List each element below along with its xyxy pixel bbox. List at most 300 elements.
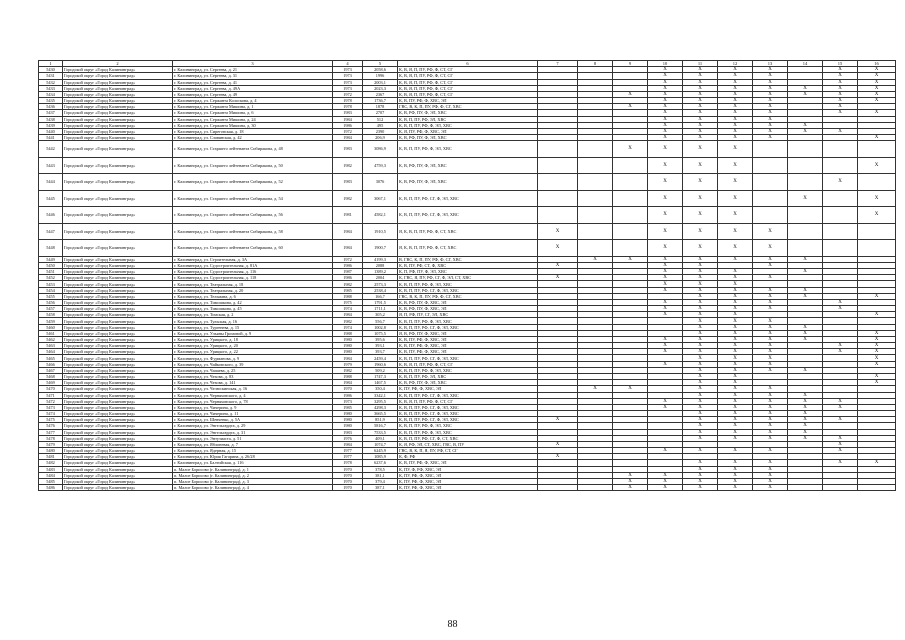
municipality-cell: Городской округ «Город Калининград» [63, 110, 173, 116]
column-number-8: 8 [578, 61, 613, 67]
work-mark-col-8 [578, 240, 613, 257]
work-mark-col-11: X [683, 275, 718, 281]
municipality-cell: Городской округ «Город Калининград» [63, 411, 173, 417]
year-cell: 1981 [333, 207, 363, 224]
work-mark-col-14: X [788, 411, 823, 417]
work-mark-col-13: X [753, 466, 788, 472]
address-cell: п. Малое Борисово (г. Калининград), д. 4 [173, 485, 333, 491]
column-number-10: 10 [648, 61, 683, 67]
area-cell: 379,4 [363, 478, 398, 484]
work-mark-col-13: X [753, 306, 788, 312]
work-mark-col-11: X [683, 343, 718, 349]
work-mark-col-15: X [823, 441, 858, 447]
address-cell: г. Калининград, ул. Томская, д. 2 [173, 312, 333, 318]
work-mark-col-16: X [858, 336, 896, 342]
area-cell: 2023,3 [363, 85, 398, 91]
year-cell: 1986 [333, 122, 363, 128]
work-mark-col-14: X [788, 128, 823, 134]
row-number-cell: 5458 [39, 312, 63, 318]
work-mark-col-10: X [648, 122, 683, 128]
work-mark-col-16: X [858, 91, 896, 97]
elements-cell: К, В, РФ, ПУ, Ф, ХВС, ЭЛ [398, 306, 538, 312]
work-mark-col-10: X [648, 343, 683, 349]
work-mark-col-12: X [718, 256, 753, 262]
work-mark-col-16: X [858, 135, 896, 141]
municipality-cell: Городской округ «Город Калининград» [63, 73, 173, 79]
municipality-cell: Городской округ «Город Калининград» [63, 318, 173, 324]
work-mark-col-9: X [613, 91, 648, 97]
work-mark-col-10: X [648, 287, 683, 293]
work-mark-col-13: X [753, 91, 788, 97]
work-mark-col-13: X [753, 98, 788, 104]
elements-cell: К, В, П, ПУ, РФ, СГ, Ф, ЭЛ, ХВС [398, 411, 538, 417]
address-cell: г. Калининград, ул. Старшего лейтенанта Сибиракова, д. 50 [173, 157, 333, 174]
row-number-cell: 5438 [39, 116, 63, 122]
work-mark-col-13: X [753, 67, 788, 73]
area-cell: 393,7 [363, 349, 398, 355]
work-mark-col-16: X [858, 190, 896, 207]
row-number-cell: 5461 [39, 330, 63, 336]
elements-cell: К, В, Я, П, ПУ, РФ, Ф, СТ, СГ [398, 67, 538, 73]
work-mark-col-10: X [648, 135, 683, 141]
area-cell: 7533,5 [363, 429, 398, 435]
table-row [39, 240, 896, 257]
table-row [39, 190, 896, 207]
row-number-cell: 5432 [39, 79, 63, 85]
work-mark-col-11: X [683, 411, 718, 417]
work-mark-col-7 [538, 174, 578, 191]
municipality-cell: Городской округ «Город Калининград» [63, 141, 173, 158]
work-mark-col-11: X [683, 392, 718, 398]
work-mark-col-12: X [718, 343, 753, 349]
year-cell: 1972 [333, 91, 363, 97]
work-mark-col-16: X [858, 110, 896, 116]
work-mark-col-15 [823, 141, 858, 158]
work-mark-col-10: X [648, 104, 683, 110]
address-cell: г. Калининград, ул. Сержанта Мишина, д. 24 [173, 116, 333, 122]
work-mark-col-12: X [718, 79, 753, 85]
work-mark-col-13: X [753, 262, 788, 268]
work-mark-col-12: X [718, 460, 753, 466]
work-mark-col-12: X [718, 91, 753, 97]
work-mark-col-16: X [858, 207, 896, 224]
work-mark-col-15 [823, 223, 858, 240]
municipality-cell: Городской округ «Город Калининград» [63, 460, 173, 466]
work-mark-col-12: X [718, 485, 753, 491]
work-mark-col-11: X [683, 435, 718, 441]
work-mark-col-11: X [683, 287, 718, 293]
work-mark-col-11: X [683, 135, 718, 141]
work-mark-col-15: X [823, 104, 858, 110]
area-cell: 393,1 [363, 343, 398, 349]
year-cell: 1984 [333, 441, 363, 447]
column-number-2: 2 [63, 61, 173, 67]
work-mark-col-14 [788, 240, 823, 257]
work-mark-col-12: X [718, 73, 753, 79]
address-cell: г. Калининград, ул. Тельмана, д. 6 [173, 293, 333, 299]
area-cell: 509,2 [363, 367, 398, 373]
row-number-cell: 5467 [39, 367, 63, 373]
work-mark-col-10: X [648, 448, 683, 454]
address-cell: г. Калининград, ул. Сержанта Мишина, д. 6 [173, 110, 333, 116]
address-cell: г. Калининград, ул. Шевченко, д. 5А [173, 417, 333, 423]
year-cell: 1983 [333, 174, 363, 191]
work-mark-col-12: X [718, 287, 753, 293]
area-cell: 556,7 [363, 318, 398, 324]
area-cell: 3076 [363, 174, 398, 191]
area-cell: 305,2 [363, 312, 398, 318]
work-mark-col-11: X [683, 404, 718, 410]
year-cell: 1980 [333, 349, 363, 355]
work-mark-col-12: X [718, 110, 753, 116]
year-cell: 1970 [333, 478, 363, 484]
work-mark-col-10: X [648, 306, 683, 312]
work-mark-col-9: X [613, 386, 648, 392]
work-mark-col-13: X [753, 330, 788, 336]
address-cell: п. Малое Борисово (г. Калининград), д. 1 [173, 466, 333, 472]
address-cell: г. Калининград, ул. Энгельгардта, д. 29 [173, 423, 333, 429]
municipality-cell: Городской округ «Город Калининград» [63, 174, 173, 191]
municipality-cell: Городской округ «Город Калининград» [63, 104, 173, 110]
work-mark-col-13: X [753, 240, 788, 257]
work-mark-col-11: X [683, 485, 718, 491]
area-cell: 3086,9 [363, 141, 398, 158]
work-mark-col-12: X [718, 240, 753, 257]
work-mark-col-11: X [683, 374, 718, 380]
work-mark-col-11: X [683, 141, 718, 158]
year-cell: 1978 [333, 98, 363, 104]
address-cell: г. Калининград, ул. Чайковского, д. 39 [173, 361, 333, 367]
table-row [39, 141, 896, 158]
address-cell: г. Калининград, ул. Энгельгардта, д. 31 [173, 429, 333, 435]
work-mark-col-11: X [683, 240, 718, 257]
area-cell: 1747,3 [363, 374, 398, 380]
work-mark-col-10: X [648, 91, 683, 97]
municipality-cell: Городской округ «Город Калининград» [63, 157, 173, 174]
area-cell: 3665,5 [363, 411, 398, 417]
work-mark-col-7 [538, 207, 578, 224]
municipality-cell: Городской округ «Город Калининград» [63, 448, 173, 454]
work-mark-col-13: X [753, 122, 788, 128]
work-mark-col-13: X [753, 398, 788, 404]
row-number-cell: 5486 [39, 485, 63, 491]
work-mark-col-15: X [823, 343, 858, 349]
year-cell: 1983 [333, 429, 363, 435]
row-number-cell: 5478 [39, 435, 63, 441]
elements-cell: К, В, ПУ, РФ, Ф, ХВС, ЭЛ [398, 336, 538, 342]
address-cell: г. Калининград, ул. Урицкого, д. 20 [173, 343, 333, 349]
elements-cell: К, В, П, ПУ, РФ, СГ, Ф, ЭЛ, ХВС [398, 287, 538, 293]
work-mark-col-16: X [858, 380, 896, 386]
area-cell: 4199,3 [363, 256, 398, 262]
work-mark-col-8 [578, 190, 613, 207]
row-number-cell: 5446 [39, 207, 63, 224]
municipality-cell: Городской округ «Город Калининград» [63, 324, 173, 330]
work-mark-col-14: X [788, 398, 823, 404]
year-cell: 1987 [333, 269, 363, 275]
work-mark-col-12: X [718, 135, 753, 141]
year-cell: 1974 [333, 324, 363, 330]
work-mark-col-10: X [648, 240, 683, 257]
municipality-cell: Городской округ «Город Калининград» [63, 454, 173, 460]
area-cell: 395,6 [363, 336, 398, 342]
row-number-cell: 5455 [39, 293, 63, 299]
work-mark-col-9: X [613, 256, 648, 262]
work-mark-col-11: X [683, 269, 718, 275]
table-row [39, 207, 896, 224]
municipality-cell: Городской округ «Город Калининград» [63, 116, 173, 122]
area-cell: 409,1 [363, 435, 398, 441]
work-mark-col-11: X [683, 312, 718, 318]
column-number-3: 3 [173, 61, 333, 67]
municipality-cell: Городской округ «Город Калининград» [63, 256, 173, 262]
municipality-cell: Городской округ «Город Калининград» [63, 122, 173, 128]
work-mark-col-13 [753, 190, 788, 207]
work-mark-col-10: X [648, 116, 683, 122]
area-cell: 1900,7 [363, 240, 398, 257]
work-mark-col-12: X [718, 374, 753, 380]
work-mark-col-13: X [753, 128, 788, 134]
year-cell: 1982 [333, 157, 363, 174]
work-mark-col-12: X [718, 336, 753, 342]
area-cell: 1736,7 [363, 98, 398, 104]
work-mark-col-11: X [683, 398, 718, 404]
work-mark-col-16: X [858, 85, 896, 91]
work-mark-col-14: X [788, 417, 823, 423]
area-cell: 166,7 [363, 293, 398, 299]
area-cell: 2003,1 [363, 79, 398, 85]
column-number-11: 11 [683, 61, 718, 67]
work-mark-col-9: X [613, 104, 648, 110]
area-cell: 1960,6 [363, 361, 398, 367]
row-number-cell: 5443 [39, 157, 63, 174]
elements-cell: К, В, П, ПУ, РФ, СГ, Ф, ЭЛ, ХВС [398, 355, 538, 361]
work-mark-col-15: X [823, 349, 858, 355]
work-mark-col-14: X [788, 392, 823, 398]
work-mark-col-11: X [683, 79, 718, 85]
year-cell: 1970 [333, 472, 363, 478]
work-mark-col-16: X [858, 374, 896, 380]
work-mark-col-8: X [578, 386, 613, 392]
work-mark-col-16 [858, 240, 896, 257]
municipality-cell: Городской округ «Город Калининград» [63, 223, 173, 240]
work-mark-col-13: X [753, 73, 788, 79]
elements-cell: К, В, П, ПУ, РФ, Ф, ЭЛ, ХВС [398, 122, 538, 128]
work-mark-col-10: X [648, 361, 683, 367]
row-number-cell: 5437 [39, 110, 63, 116]
year-cell: 1986 [333, 392, 363, 398]
area-cell: 1996 [363, 73, 398, 79]
column-number-7: 7 [538, 61, 578, 67]
work-mark-col-8: X [578, 256, 613, 262]
address-cell: г. Калининград, ул. Урицкого, д. 18 [173, 336, 333, 342]
work-mark-col-15: X [823, 460, 858, 466]
year-cell: 1972 [333, 256, 363, 262]
work-mark-col-11: X [683, 281, 718, 287]
work-mark-col-15 [823, 240, 858, 257]
elements-cell: К, Я, РФ, ЭЛ, СТ, ХВС, ГВС, В, ПУ [398, 441, 538, 447]
year-cell: 1973 [333, 398, 363, 404]
year-cell: 1978 [333, 460, 363, 466]
work-mark-col-14: X [788, 85, 823, 91]
work-mark-col-11: X [683, 174, 718, 191]
work-mark-col-8 [578, 207, 613, 224]
work-mark-col-10: X [648, 478, 683, 484]
work-mark-col-13: X [753, 85, 788, 91]
work-mark-col-12: X [718, 190, 753, 207]
work-mark-col-11: X [683, 128, 718, 134]
work-mark-col-7: X [538, 240, 578, 257]
row-number-cell: 5464 [39, 349, 63, 355]
work-mark-col-15: X [823, 98, 858, 104]
elements-cell: К, В, П, ПУ, РФ, СГ, Ф, СТ, ХВС [398, 435, 538, 441]
address-cell: г. Калининград, ул. Чичерина, д. 9 [173, 404, 333, 410]
work-mark-col-11: X [683, 417, 718, 423]
work-mark-col-15: X [823, 417, 858, 423]
area-cell: 1075,5 [363, 330, 398, 336]
work-mark-col-10: X [648, 275, 683, 281]
work-mark-col-16: X [858, 73, 896, 79]
work-mark-col-12: X [718, 417, 753, 423]
elements-cell: ГВС, В, К, П, Я, ПУ, РФ, СТ, СГ [398, 448, 538, 454]
municipality-cell: Городской округ «Город Калининград» [63, 98, 173, 104]
municipality-cell: Городской округ «Город Калининград» [63, 398, 173, 404]
elements-cell: К, В, П, ПУ, РФ, Ф, ЭЛ, ХВС [398, 141, 538, 158]
work-mark-col-15: X [823, 398, 858, 404]
row-number-cell: 5430 [39, 67, 63, 73]
area-cell: 2707 [363, 110, 398, 116]
elements-cell: К, В, РФ, ПУ, Ф, ЭЛ, ХВС [398, 174, 538, 191]
municipality-cell: Городской округ «Город Калининград» [63, 404, 173, 410]
municipality-cell: Городской округ «Город Калининград» [63, 441, 173, 447]
area-cell: 3067,1 [363, 190, 398, 207]
row-number-cell: 5453 [39, 281, 63, 287]
year-cell: 1977 [333, 454, 363, 460]
work-mark-col-12: X [718, 478, 753, 484]
elements-cell: К, В, П, ПУ, РФ, СГ, Ф, ЭЛ, ХВС [398, 392, 538, 398]
area-cell: 381,1 [363, 472, 398, 478]
work-mark-col-9: X [613, 141, 648, 158]
work-mark-col-7 [538, 190, 578, 207]
work-mark-col-12: X [718, 207, 753, 224]
work-mark-col-13: X [753, 386, 788, 392]
column-number-16: 16 [858, 61, 896, 67]
elements-cell: К, ПУ, Ф, РФ, ХВС, ЭЛ [398, 466, 538, 472]
work-mark-col-12: X [718, 448, 753, 454]
year-cell: 1982 [333, 281, 363, 287]
work-mark-col-11: X [683, 67, 718, 73]
work-mark-col-14: X [788, 336, 823, 342]
work-mark-col-13: X [753, 318, 788, 324]
elements-cell: К, ПУ, РФ, Ф, ХВС, ЭЛ [398, 386, 538, 392]
elements-cell: К, В, ПУ, РФ, СТ, Ф, ХВС [398, 262, 538, 268]
year-cell: 1980 [333, 411, 363, 417]
year-cell: 1980 [333, 417, 363, 423]
year-cell: 1980 [333, 343, 363, 349]
area-cell: 4759,3 [363, 157, 398, 174]
municipality-cell: Городской округ «Город Калининград» [63, 330, 173, 336]
work-mark-col-10: X [648, 174, 683, 191]
work-mark-col-9 [613, 174, 648, 191]
municipality-cell: Городской округ «Город Калининград» [63, 355, 173, 361]
work-mark-col-10: X [648, 398, 683, 404]
work-mark-col-10: X [648, 157, 683, 174]
work-mark-col-7 [538, 485, 578, 491]
work-mark-col-11: X [683, 104, 718, 110]
work-mark-col-13: X [753, 343, 788, 349]
elements-cell: К, В, П, ПУ, РФ, СГ, Ф, ЭЛ, ХВС [398, 190, 538, 207]
work-mark-col-11: X [683, 98, 718, 104]
work-mark-col-15: X [823, 435, 858, 441]
work-mark-col-13: X [753, 349, 788, 355]
address-cell: г. Калининград, ул. Славянская, д. 42 [173, 135, 333, 141]
work-mark-col-14: X [788, 367, 823, 373]
row-number-cell: 5474 [39, 411, 63, 417]
area-cell: 1878 [363, 104, 398, 110]
work-mark-col-7: X [538, 417, 578, 423]
year-cell: 1972 [333, 128, 363, 134]
row-number-cell: 5440 [39, 128, 63, 134]
work-mark-col-14: X [788, 429, 823, 435]
address-cell: г. Калининград, ул. Челюскинская, д. 16 [173, 386, 333, 392]
municipality-cell: Городской округ «Город Калининград» [63, 343, 173, 349]
work-mark-col-14: X [788, 256, 823, 262]
municipality-cell: Городской округ «Город Калининград» [63, 281, 173, 287]
row-number-cell: 5459 [39, 318, 63, 324]
elements-cell: Я, В, РФ, ПУ, Ф, ХВС, ЭЛ [398, 330, 538, 336]
work-mark-col-13: X [753, 275, 788, 281]
work-mark-col-11: X [683, 299, 718, 305]
address-cell: г. Калининград, ул. Чапаева, д. 25 [173, 367, 333, 373]
elements-cell: К, ПУ, РФ, Ф, ХВС, ЭЛ [398, 485, 538, 491]
work-mark-col-12: X [718, 411, 753, 417]
row-number-cell: 5450 [39, 262, 63, 268]
work-mark-col-10: X [648, 79, 683, 85]
year-cell: 1970 [333, 386, 363, 392]
address-cell: г. Калининград, ул. Строительная, д. 3А [173, 256, 333, 262]
row-number-cell: 5465 [39, 355, 63, 361]
elements-cell: К, В, П, ПУ, РФ, СГ, Ф, ЭЛ, ХВС [398, 417, 538, 423]
work-mark-col-11: X [683, 324, 718, 330]
municipality-cell: Городской округ «Город Калининград» [63, 287, 173, 293]
work-mark-col-10: X [648, 404, 683, 410]
work-mark-col-14: X [788, 330, 823, 336]
work-mark-col-16: X [858, 98, 896, 104]
work-mark-col-16: X [858, 361, 896, 367]
year-cell: 1983 [333, 141, 363, 158]
area-cell: 3342,1 [363, 392, 398, 398]
municipality-cell: Городской округ «Город Калининград» [63, 472, 173, 478]
year-cell: 1982 [333, 190, 363, 207]
year-cell: 1984 [333, 223, 363, 240]
work-mark-col-10: X [648, 349, 683, 355]
year-cell: 1973 [333, 67, 363, 73]
work-mark-col-14: X [788, 423, 823, 429]
work-mark-col-16 [858, 141, 896, 158]
row-number-cell: 5481 [39, 454, 63, 460]
row-number-cell: 5445 [39, 190, 63, 207]
work-mark-col-14: X [788, 190, 823, 207]
work-mark-col-12: X [718, 466, 753, 472]
work-mark-col-13 [753, 141, 788, 158]
area-cell: 378,5 [363, 466, 398, 472]
work-mark-col-11: X [683, 91, 718, 97]
area-cell: 2390 [363, 128, 398, 134]
address-cell: г. Калининград, ул. Старшего лейтенанта Сибиракова, д. 48 [173, 141, 333, 158]
work-mark-col-16: X [858, 79, 896, 85]
work-mark-col-16: X [858, 355, 896, 361]
work-mark-col-13: X [753, 135, 788, 141]
